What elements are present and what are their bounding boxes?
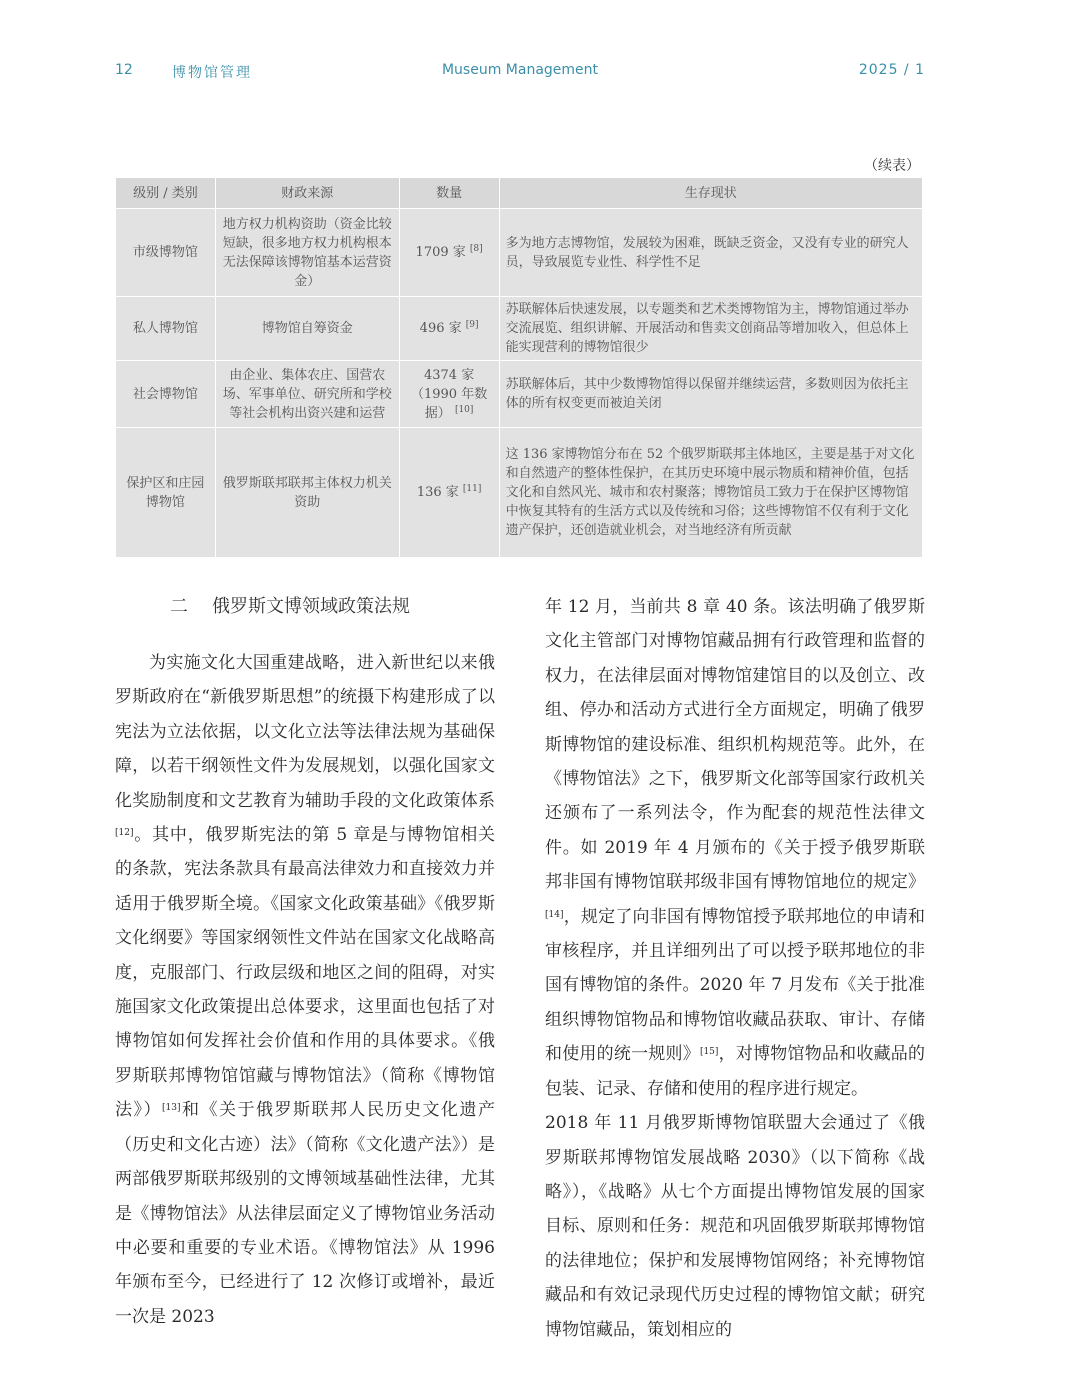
header-category: 级别 / 类别 (116, 178, 216, 209)
cell-category: 社会博物馆 (116, 361, 216, 428)
citation: [12] (115, 828, 134, 839)
header-funding: 财政来源 (215, 178, 399, 209)
body-paragraph: 为实施文化大国重建战略，进入新世纪以来俄罗斯政府在“新俄罗斯思想”的统摄下构建形成了以宪法为立法依据，以文化立法等法律法规为基础保障，以若干纲领性文件为发展规划，以强化国家文化奖励制度和文艺教育为辅助手段的文化政策体系[12]。其中，俄罗斯宪法的第 5 章是与博物馆相关的条款，宪法条款具有最高法律效力和直接效力并适用于俄罗斯全境。《国家文化政策基础》《俄罗斯文化纲要》等国家纲领性文件站在国家文化战略高度，克服部门、行政层级和地区之间的阻碍，对实施国家文化政策提出总体要求，这里面也包括了对博物馆如何发挥社会价值和作用的具体要求。《俄罗斯联邦博物馆馆藏与博物馆法》（简称《博物馆法》）[13]和《关于俄罗斯联邦人民历史文化遗产（历史和文化古迹）法》（简称《文化遗产法》）是两部俄罗斯联邦级别的文博领域基础性法律，尤其是《博物馆法》从法律层面定义了博物馆业务活动中必要和重要的专业术语。《博物馆法》从 1996 年颁布至今，已经进行了 12 次修订或增补，最近一次是 2023 (115, 653, 496, 1327)
cell-status: 苏联解体后，其中少数博物馆得以保留并继续运营，多数则因为依托主体的所有权变更而被迫关闭 (499, 361, 922, 428)
running-header (115, 62, 925, 84)
cell-count: 1709 家 [8] (399, 209, 499, 297)
museum-category-table (115, 177, 923, 558)
cell-count: 496 家 [9] (399, 297, 499, 361)
cell-count: 136 家 [11] (399, 428, 499, 558)
citation: [8] (469, 244, 483, 254)
table-row (116, 361, 923, 428)
table-row (116, 209, 923, 297)
cell-funding: 俄罗斯联邦联邦主体权力机关资助 (215, 428, 399, 558)
cell-category: 保护区和庄园博物馆 (116, 428, 216, 558)
citation: [11] (462, 484, 482, 494)
cell-funding: 由企业、集体农庄、国营农场、军事单位、研究所和学校等社会机构出资兴建和运营 (215, 361, 399, 428)
issue-number: 2025 / 1 (858, 62, 925, 78)
citation: [14] (545, 909, 564, 920)
citation: [13] (162, 1103, 181, 1114)
table-row (116, 297, 923, 361)
header-status: 生存现状 (499, 178, 922, 209)
cell-status: 多为地方志博物馆，发展较为困难，既缺乏资金，又没有专业的研究人员，导致展览专业性、科学性不足 (499, 209, 922, 297)
right-column (545, 590, 925, 1347)
section-heading (170, 590, 495, 624)
citation: [9] (465, 320, 479, 330)
table-header-row (116, 178, 923, 209)
page-number: 12 (115, 62, 133, 78)
cell-count: 4374 家（1990 年数据） [10] (399, 361, 499, 428)
cell-status: 苏联解体后快速发展，以专题类和艺术类博物馆为主，博物馆通过举办交流展览、组织讲解、开展活动和售卖文创商品等增加收入，但总体上能实现营利的博物馆很少 (499, 297, 922, 361)
table-row (116, 428, 923, 558)
body-paragraph: 2018 年 11 月俄罗斯博物馆联盟大会通过了《俄罗斯联邦博物馆发展战略 2030》（以下简称《战略》），《战略》从七个方面提出博物馆发展的国家目标、原则和任务：规范和巩固俄罗斯联邦博物馆的法律地位；保护和发展博物馆网络；补充博物馆藏品和有效记录现代历史过程的博物馆文献；研究博物馆藏品，策划相应的 (545, 1113, 925, 1340)
section-title: 俄罗斯文博领域政策法规 (212, 596, 410, 617)
section-number: 二 (170, 596, 188, 617)
header-count: 数量 (399, 178, 499, 209)
journal-name-en: Museum Management (441, 62, 599, 78)
cell-funding: 地方权力机构资助（资金比较短缺，很多地方权力机构根本无法保障该博物馆基本运营资金） (215, 209, 399, 297)
body-paragraph: 年 12 月，当前共 8 章 40 条。该法明确了俄罗斯文化主管部门对博物馆藏品拥有行政管理和监督的权力，在法律层面对博物馆建馆目的以及创立、改组、停办和活动方式进行全方面规定，明确了俄罗斯博物馆的建设标准、组织机构规范等。此外，在《博物馆法》之下，俄罗斯文化部等国家行政机关还颁布了一系列法令，作为配套的规范性法律文件。如 2019 年 4 月颁布的《关于授予俄罗斯联邦非国有博物馆联邦级非国有博物馆地位的规定》[14]，规定了向非国有博物馆授予联邦地位的申请和审核程序，并且详细列出了可以授予联邦地位的非国有博物馆的条件。2020 年 7 月发布《关于批准组织博物馆物品和博物馆收藏品获取、审计、存储和使用的统一规则》[15]，对博物馆物品和收藏品的包装、记录、存储和使用的程序进行规定。 (545, 597, 926, 1099)
cell-status: 这 136 家博物馆分布在 52 个俄罗斯联邦主体地区，主要是基于对文化和自然遗产的整体性保护，在其历史环境中展示物质和精神价值，包括文化和自然风光、城市和农村聚落；博物馆员工致力于在保护区博物馆中恢复其特有的生活方式以及传统和习俗；这些博物馆不仅有利于文化遗产保护，还创造就业机会，对当地经济有所贡献 (499, 428, 922, 558)
table-continued-label: （续表） (864, 158, 920, 174)
cell-funding: 博物馆自筹资金 (215, 297, 399, 361)
journal-name-cn: 博物馆管理 (172, 65, 252, 81)
citation: [15] (699, 1047, 719, 1058)
cell-category: 私人博物馆 (116, 297, 216, 361)
cell-category: 市级博物馆 (116, 209, 216, 297)
citation: [10] (454, 404, 474, 415)
left-column (115, 590, 495, 1334)
